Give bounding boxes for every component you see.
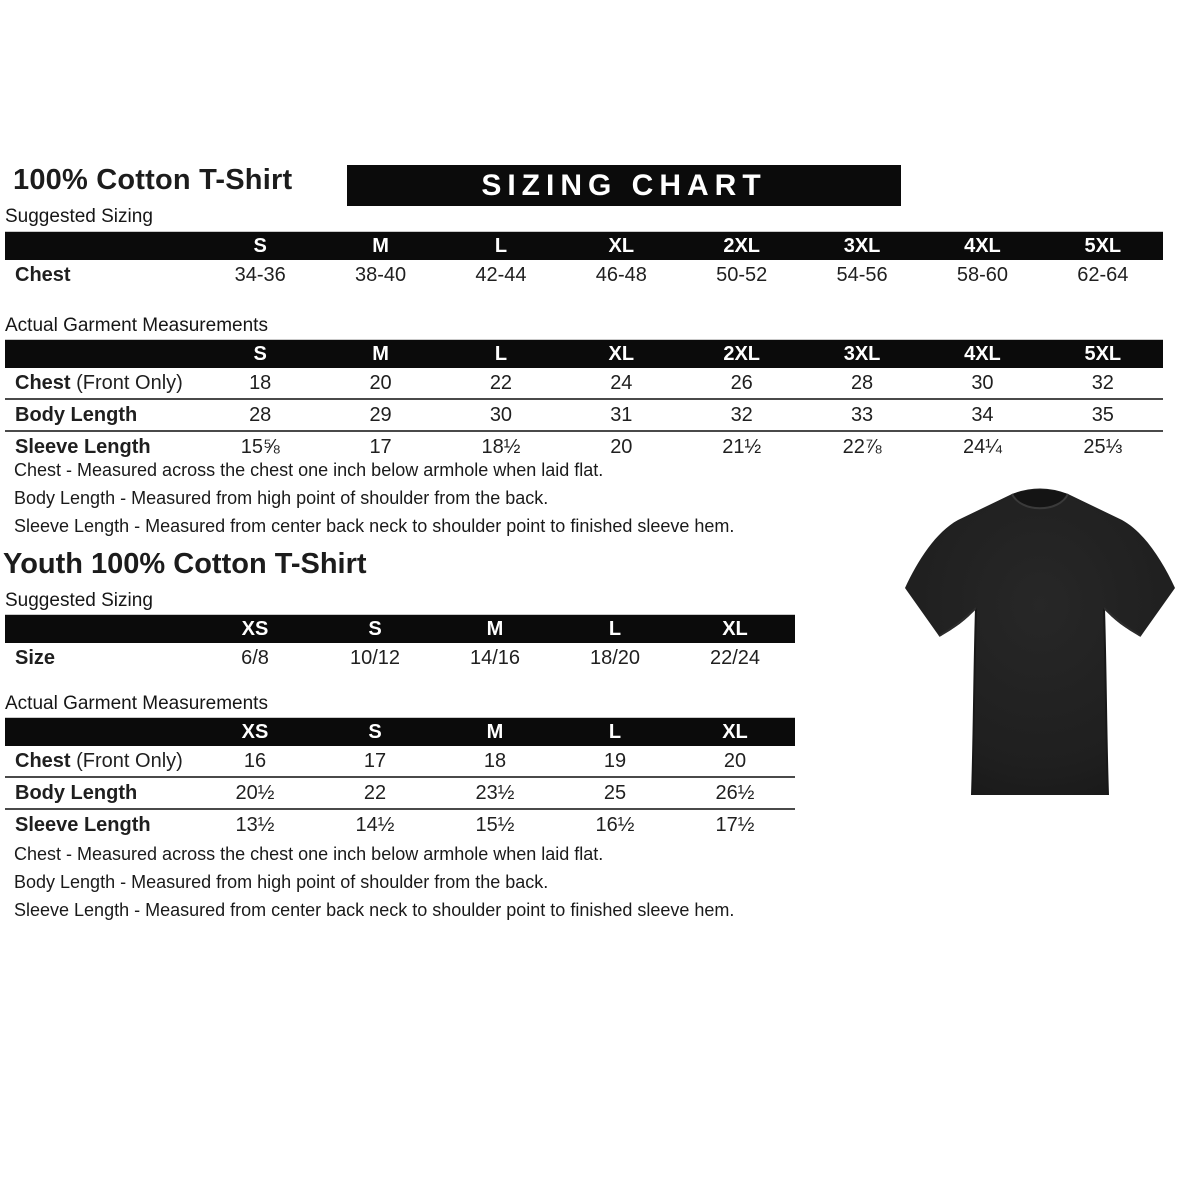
measurement-cell: 58-60 — [956, 263, 1009, 286]
measurement-cell: 31 — [561, 399, 681, 431]
measurement-cell: 14/16 — [469, 646, 521, 669]
youth-garment-measurements-table — [5, 717, 795, 840]
size-column-header-3xl: 3XL — [802, 232, 922, 261]
table-row — [5, 368, 1163, 399]
measurement-cell: 18½ — [441, 431, 561, 462]
measurement-cell: 17 — [363, 749, 387, 772]
measurement-cell: 16 — [243, 749, 267, 772]
note-sleeve-length: Sleeve Length - Measured from center back neck to shoulder point to finished sleeve hem. — [14, 900, 735, 920]
note-body-length: Body Length - Measured from high point of shoulder from the back. — [14, 872, 549, 892]
measurement-cell: 28 — [200, 399, 320, 431]
size-column-header-3xl: 3XL — [802, 340, 922, 369]
measurement-cell: 22/24 — [709, 646, 761, 669]
size-header-row — [5, 232, 1163, 261]
measurement-cell: 26 — [730, 371, 753, 394]
note-chest: Chest - Measured across the chest one inch below armhole when laid flat. — [14, 844, 604, 864]
page-title: 100% Cotton T-Shirt — [13, 164, 293, 196]
size-column-header-l: L — [555, 718, 675, 747]
size-column-header-xs: XS — [195, 615, 315, 644]
adult-suggested-sizing-table — [5, 231, 1163, 290]
measurement-cell: 15⅝ — [200, 431, 320, 462]
size-column-header-m: M — [435, 615, 555, 644]
measurement-cell: 23½ — [435, 777, 555, 809]
note-chest: Chest - Measured across the chest one inch below armhole when laid flat. — [14, 460, 604, 480]
header-corner-cell — [5, 615, 195, 644]
size-column-header-4xl: 4XL — [922, 232, 1042, 261]
size-header-row — [5, 718, 795, 747]
measurement-cell: 17½ — [675, 809, 795, 840]
measurement-cell: 54-56 — [836, 263, 888, 286]
row-label: Sleeve Length — [5, 809, 195, 840]
size-column-header-l: L — [555, 615, 675, 644]
size-column-header-4xl: 4XL — [922, 340, 1042, 369]
black-tshirt-image — [890, 476, 1190, 818]
measurement-cell: 22 — [315, 777, 435, 809]
size-column-header-xl: XL — [561, 232, 681, 261]
row-label: Sleeve Length — [5, 431, 200, 462]
header-corner-cell — [5, 232, 200, 261]
measurement-cell: 18/20 — [589, 646, 641, 669]
size-column-header-l: L — [441, 232, 561, 261]
row-label: Body Length — [5, 777, 195, 809]
measurement-cell: 18 — [483, 749, 507, 772]
adult-suggested-sizing-label: Suggested Sizing — [5, 206, 153, 227]
measurement-cell: 62-64 — [1077, 263, 1129, 286]
row-label: Chest (Front Only) — [15, 749, 183, 772]
measurement-cell: 13½ — [195, 809, 315, 840]
measurement-cell: 20 — [561, 431, 681, 462]
measurement-cell: 18 — [249, 371, 272, 394]
measurement-cell: 25 — [555, 777, 675, 809]
measurement-cell: 32 — [1091, 371, 1114, 394]
youth-suggested-sizing-table — [5, 614, 795, 673]
measurement-cell: 14½ — [315, 809, 435, 840]
size-column-header-m: M — [435, 718, 555, 747]
size-column-header-xs: XS — [195, 718, 315, 747]
table-row — [5, 746, 795, 777]
measurement-cell: 28 — [850, 371, 874, 394]
measurement-cell: 30 — [441, 399, 561, 431]
table-row — [5, 260, 1163, 290]
row-label: Chest — [15, 263, 71, 286]
size-column-header-xl: XL — [675, 718, 795, 747]
sizing-chart-banner: SIZING CHART — [347, 165, 901, 206]
measurement-cell: 50-52 — [716, 263, 768, 286]
size-column-header-s: S — [200, 232, 320, 261]
measurement-cell: 22⅞ — [802, 431, 922, 462]
measurement-cell: 24¼ — [922, 431, 1042, 462]
size-column-header-m: M — [320, 340, 440, 369]
measurement-cell: 21½ — [682, 431, 802, 462]
measurement-cell: 6/8 — [241, 646, 269, 669]
size-column-header-5xl: 5XL — [1043, 232, 1163, 261]
row-label: Size — [15, 646, 56, 669]
measurement-cell: 19 — [603, 749, 627, 772]
size-column-header-m: M — [320, 232, 440, 261]
table-row — [5, 399, 1163, 431]
size-column-header-2xl: 2XL — [682, 232, 802, 261]
row-label: Body Length — [5, 399, 200, 431]
table-row — [5, 643, 795, 673]
size-column-header-5xl: 5XL — [1043, 340, 1163, 369]
measurement-cell: 42-44 — [475, 263, 527, 286]
measurement-cell: 29 — [320, 399, 440, 431]
measurement-cell: 22 — [489, 371, 513, 394]
measurement-cell: 17 — [320, 431, 440, 462]
youth-garment-measurements-label: Actual Garment Measurements — [5, 693, 268, 714]
measurement-cell: 34 — [922, 399, 1042, 431]
adult-measurement-notes — [14, 456, 734, 540]
measurement-cell: 24 — [610, 371, 633, 394]
size-column-header-s: S — [315, 718, 435, 747]
size-header-row — [5, 340, 1163, 369]
youth-measurement-notes — [14, 840, 734, 924]
header-corner-cell — [5, 718, 195, 747]
size-column-header-xl: XL — [561, 340, 681, 369]
size-column-header-2xl: 2XL — [682, 340, 802, 369]
youth-section-title: Youth 100% Cotton T-Shirt — [3, 548, 367, 580]
measurement-cell: 26½ — [675, 777, 795, 809]
adult-garment-measurements-table — [5, 339, 1163, 462]
size-column-header-l: L — [441, 340, 561, 369]
table-row — [5, 809, 795, 840]
size-column-header-s: S — [200, 340, 320, 369]
measurement-cell: 10/12 — [349, 646, 401, 669]
measurement-cell: 20 — [369, 371, 392, 394]
measurement-cell: 15½ — [435, 809, 555, 840]
measurement-cell: 32 — [682, 399, 802, 431]
adult-garment-measurements-label: Actual Garment Measurements — [5, 315, 268, 336]
youth-suggested-sizing-label: Suggested Sizing — [5, 590, 153, 611]
measurement-cell: 46-48 — [595, 263, 647, 286]
measurement-cell: 20 — [723, 749, 747, 772]
measurement-cell: 30 — [971, 371, 994, 394]
row-label: Chest (Front Only) — [15, 371, 183, 394]
table-row — [5, 777, 795, 809]
tshirt-icon — [890, 476, 1190, 818]
measurement-cell: 35 — [1043, 399, 1163, 431]
header-corner-cell — [5, 340, 200, 369]
measurement-cell: 25⅓ — [1043, 431, 1163, 462]
note-body-length: Body Length - Measured from high point of shoulder from the back. — [14, 488, 549, 508]
measurement-cell: 33 — [802, 399, 922, 431]
size-column-header-s: S — [315, 615, 435, 644]
size-header-row — [5, 615, 795, 644]
measurement-cell: 16½ — [555, 809, 675, 840]
size-column-header-xl: XL — [675, 615, 795, 644]
measurement-cell: 20½ — [195, 777, 315, 809]
measurement-cell: 34-36 — [234, 263, 286, 286]
measurement-cell: 38-40 — [354, 263, 407, 286]
note-sleeve-length: Sleeve Length - Measured from center back neck to shoulder point to finished sleeve hem. — [14, 516, 735, 536]
